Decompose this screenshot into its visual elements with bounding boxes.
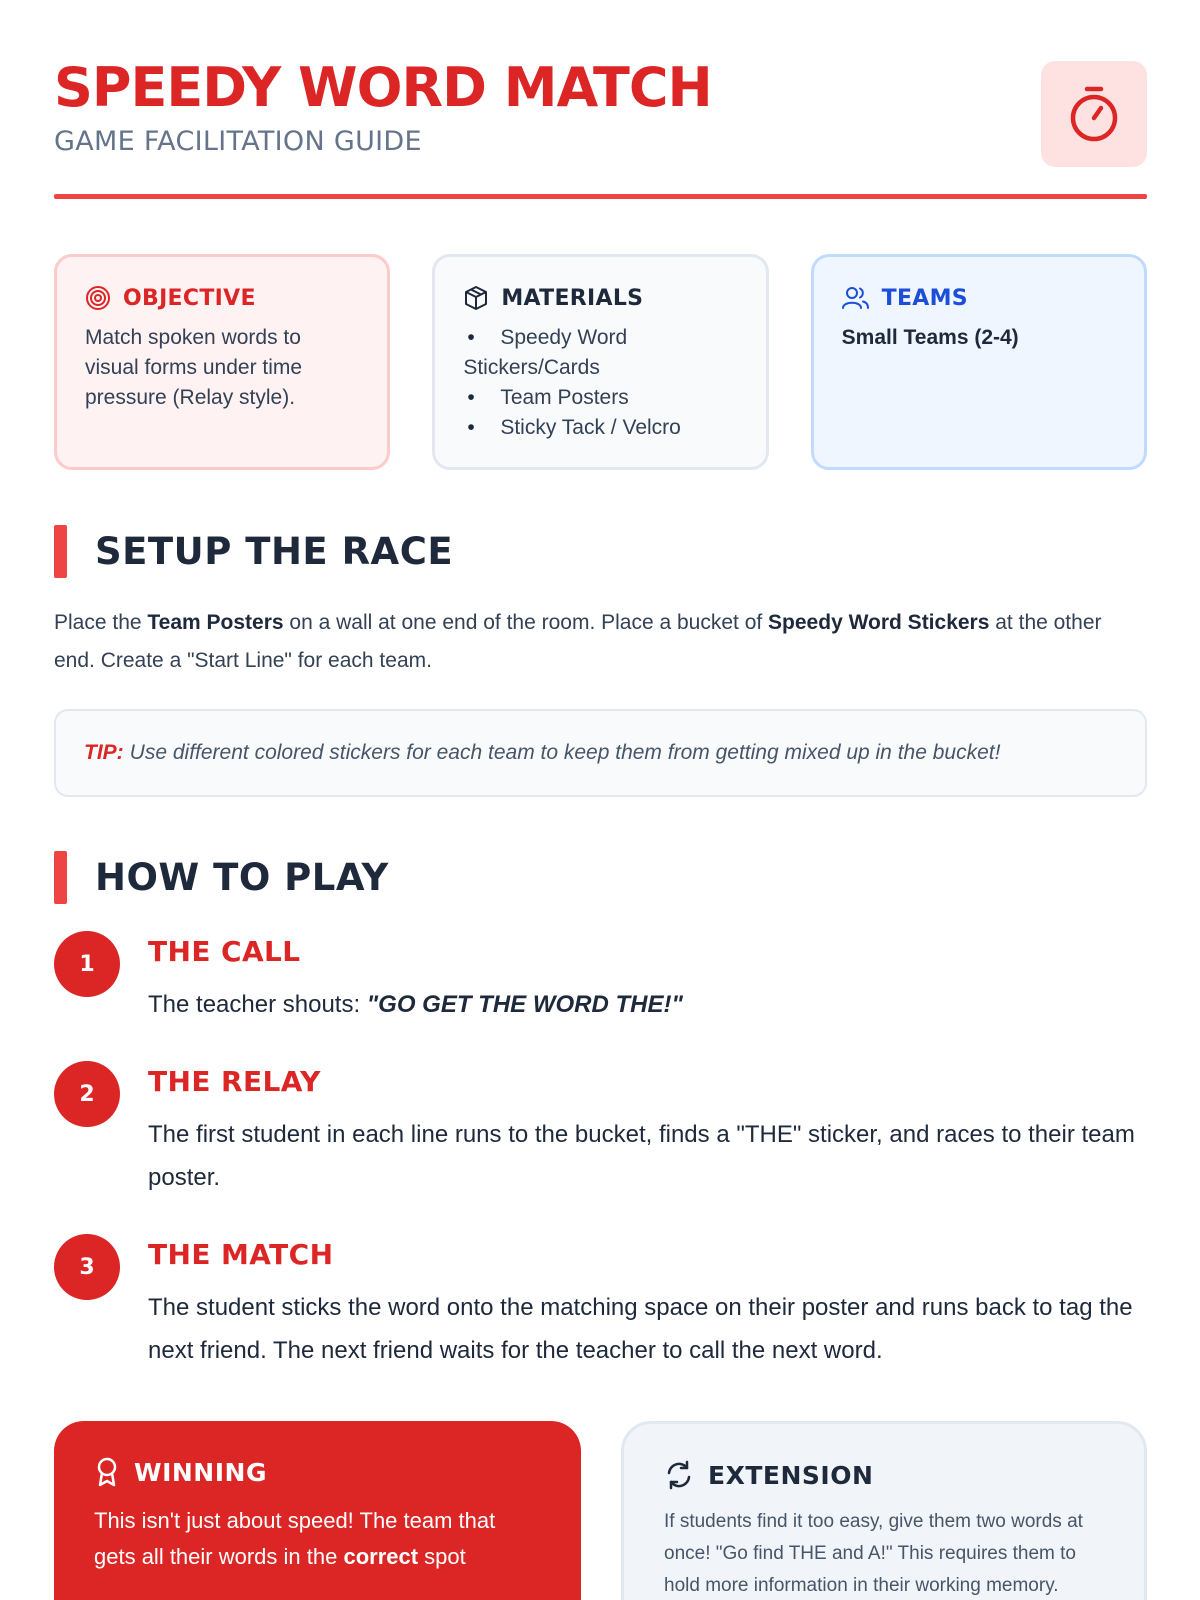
winning-heading	[94, 1457, 541, 1487]
materials-title: MATERIALS	[501, 285, 644, 311]
objective-card	[54, 254, 390, 470]
winning-bold-term: correct	[343, 1544, 419, 1569]
section-accent-bar	[54, 525, 67, 578]
teams-text: Small Teams (2-4)	[841, 326, 1019, 349]
step-number-badge: 3	[54, 1234, 120, 1300]
tip-text: Use different colored stickers for each team to keep them from getting mixed up in the bucket!	[129, 741, 1001, 764]
materials-list	[463, 323, 737, 443]
setup-title: SETUP THE RACE	[95, 530, 454, 573]
extension-title: EXTENSION	[708, 1460, 874, 1490]
materials-item: • Speedy Word Stickers/Cards	[463, 323, 737, 383]
step-title: THE RELAY	[148, 1065, 321, 1098]
materials-item: • Sticky Tack / Velcro	[463, 413, 737, 443]
step-title: THE CALL	[148, 935, 301, 968]
objective-text: Match spoken words to visual forms under time pressure (Relay style).	[85, 326, 303, 409]
target-icon	[85, 285, 111, 311]
refresh-icon	[664, 1460, 694, 1490]
info-cards	[54, 254, 1147, 470]
step-number-badge: 2	[54, 1061, 120, 1127]
step-description: The student sticks the word onto the matching space on their poster and runs back to tag the next friend. The next friend waits for the teacher to call the next word.	[148, 1294, 1133, 1364]
step-number-badge: 1	[54, 931, 120, 997]
setup-section-header	[54, 525, 453, 578]
setup-text-part: on a wall at one end of the room. Place a bucket of	[283, 611, 769, 634]
setup-description	[54, 604, 1147, 680]
setup-text-part: Place the	[54, 611, 148, 634]
step-description	[148, 983, 1148, 1026]
teams-heading	[842, 285, 1116, 311]
page-subtitle: GAME FACILITATION GUIDE	[54, 126, 422, 157]
tip-box	[54, 709, 1147, 797]
winning-title: WINNING	[134, 1457, 267, 1487]
extension-box	[621, 1421, 1147, 1600]
setup-text-part: at the other end. Create a "Start Line" for each team.	[54, 611, 1102, 672]
materials-card	[432, 254, 768, 470]
objective-title: OBJECTIVE	[123, 285, 256, 311]
stopwatch-badge	[1041, 61, 1147, 167]
users-icon	[842, 285, 870, 311]
header-divider	[54, 194, 1147, 199]
setup-bold-term: Speedy Word Stickers	[768, 611, 990, 634]
setup-bold-term: Team Posters	[147, 611, 284, 634]
step-title: THE MATCH	[148, 1238, 334, 1271]
how-to-play-title: HOW TO PLAY	[95, 856, 389, 899]
winning-description	[94, 1503, 541, 1575]
materials-item: • Team Posters	[463, 383, 737, 413]
step-description: The first student in each line runs to the bucket, finds a "THE" sticker, and races to their team poster.	[148, 1121, 1135, 1191]
winning-text-part: This isn't just about speed! The team that gets all their words in the	[94, 1508, 496, 1569]
step-text: The teacher shouts:	[148, 991, 367, 1018]
teams-title: TEAMS	[881, 285, 968, 311]
section-accent-bar	[54, 851, 67, 904]
award-icon	[94, 1457, 120, 1487]
teams-card	[811, 254, 1147, 470]
box-icon	[463, 285, 489, 311]
winning-text-part: spot	[418, 1544, 466, 1569]
objective-heading	[85, 285, 359, 311]
step-quote: "GO GET THE WORD THE!"	[366, 991, 683, 1018]
extension-heading	[664, 1460, 1104, 1490]
page-title: SPEEDY WORD MATCH	[54, 56, 712, 119]
extension-description: If students find it too easy, give them two words at once! "Go find THE and A!" This requires them to hold more information in their working memory.	[664, 1511, 1083, 1596]
page-header	[54, 56, 1147, 201]
materials-heading	[463, 285, 737, 311]
winning-box	[54, 1421, 581, 1600]
how-to-play-section-header	[54, 851, 389, 904]
stopwatch-icon	[1067, 84, 1121, 144]
tip-label: TIP:	[84, 741, 124, 764]
materials-list-wrap	[463, 323, 737, 443]
